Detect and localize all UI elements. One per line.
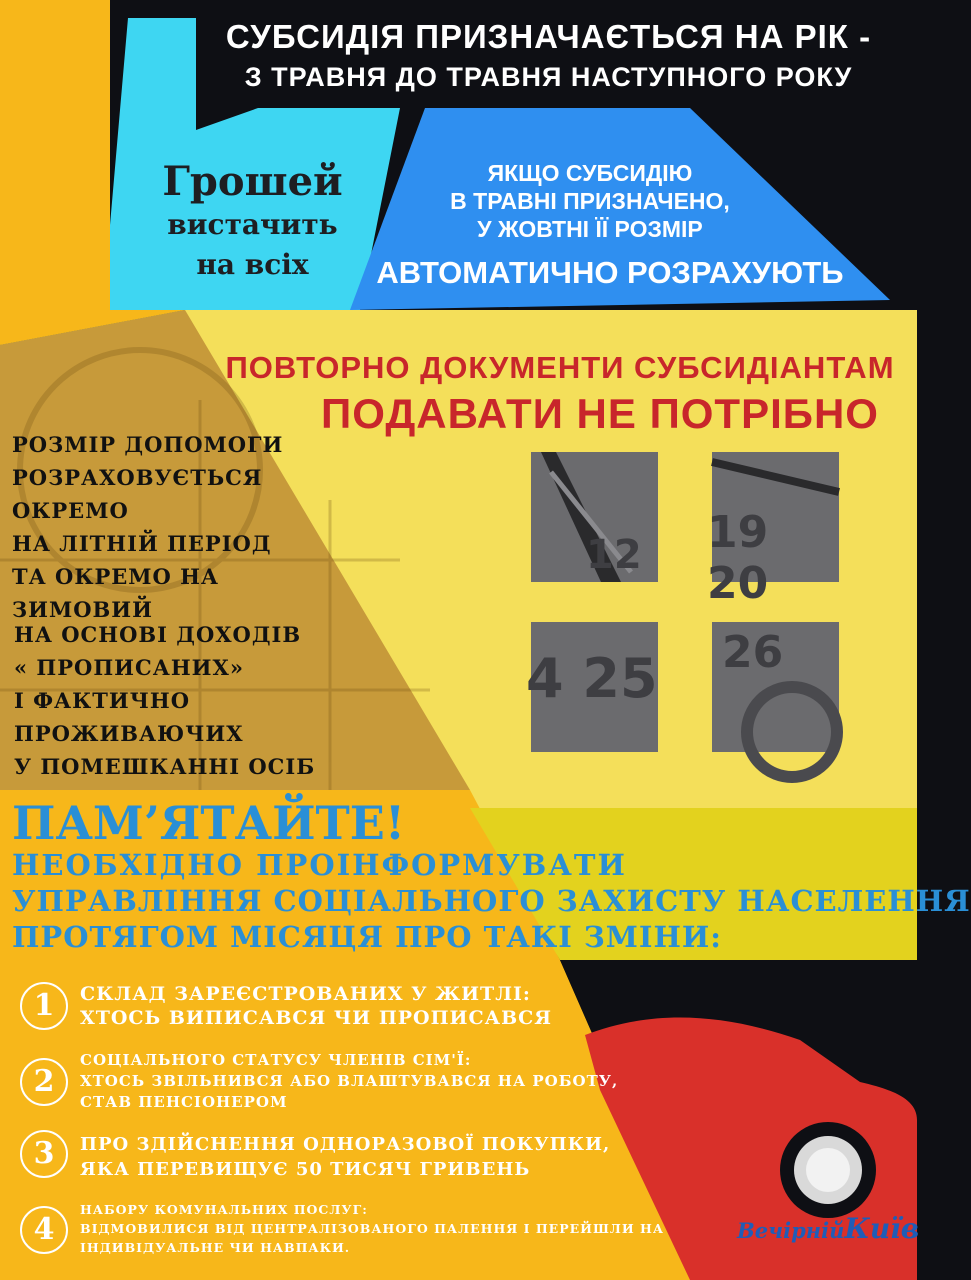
number-badge: 1 bbox=[20, 982, 68, 1030]
income-line: ПРОЖИВАЮЧИХ bbox=[14, 721, 244, 746]
calc-text bbox=[12, 428, 312, 626]
item-line: СОЦІАЛЬНОГО СТАТУСУ ЧЛЕНІВ СІМ'Ї: bbox=[80, 1051, 472, 1069]
item-line: ВІДМОВИЛИСЯ ВІД ЦЕНТРАЛІЗОВАНОГО ПАЛЕННЯ І ПЕРЕЙШЛИ НА bbox=[80, 1221, 664, 1236]
remember-line-1: НЕОБХІДНО ПРОІНФОРМУВАТИ bbox=[12, 848, 627, 882]
change-item-1 bbox=[20, 982, 580, 1032]
change-item-3 bbox=[20, 1130, 611, 1180]
calendar-tile-1: 12 bbox=[531, 452, 658, 582]
item-line: ХТОСЬ ЗВІЛЬНИВСЯ АБО ВЛАШТУВАВСЯ НА РОБОТУ, bbox=[80, 1072, 619, 1090]
number-badge: 3 bbox=[20, 1130, 68, 1178]
income-line: У ПОМЕШКАННІ ОСІБ bbox=[14, 754, 316, 779]
remember-line-2: УПРАВЛІННЯ СОЦІАЛЬНОГО ЗАХИСТУ НАСЕЛЕННЯ bbox=[12, 884, 971, 918]
money-line-1: Грошей bbox=[162, 158, 343, 205]
top-left-yellow bbox=[0, 0, 110, 225]
money-line-2: вистачить bbox=[167, 208, 338, 241]
change-item-4 bbox=[20, 1200, 680, 1260]
money-line-3: на всіх bbox=[196, 248, 309, 281]
income-line: І ФАКТИЧНО bbox=[14, 688, 191, 713]
repeat-line-1: ПОВТОРНО ДОКУМЕНТИ СУБСИДІАНТАМ bbox=[225, 350, 895, 385]
repeat-line-2: ПОДАВАТИ НЕ ПОТРІБНО bbox=[321, 390, 879, 437]
item-line: ХТОСЬ ВИПИСАВСЯ ЧИ ПРОПИСАВСЯ bbox=[80, 1007, 553, 1029]
logo-word-1: Вечірній bbox=[737, 1218, 845, 1243]
header-line-1: СУБСИДІЯ ПРИЗНАЧАЄТЬСЯ НА РІК - bbox=[225, 18, 872, 55]
auto-line-1: ЯКЩО СУБСИДІЮ bbox=[487, 160, 693, 186]
header-line-2: З ТРАВНЯ ДО ТРАВНЯ НАСТУПНОГО РОКУ bbox=[244, 62, 853, 92]
calc-line: РОЗМІР ДОПОМОГИ bbox=[12, 432, 284, 457]
vechirniy-kyiv-logo bbox=[737, 1204, 920, 1264]
remember-line-3: ПРОТЯГОМ МІСЯЦЯ ПРО ТАКІ ЗМІНИ: bbox=[12, 920, 722, 954]
auto-line-2: В ТРАВНІ ПРИЗНАЧЕНО, bbox=[450, 188, 730, 214]
number-badge: 2 bbox=[20, 1058, 68, 1106]
calendar-tile-4: 26 bbox=[712, 622, 839, 752]
item-line: СКЛАД ЗАРЕЄСТРОВАНИХ У ЖИТЛІ: bbox=[80, 983, 531, 1005]
logo-word-2: Київ bbox=[844, 1212, 920, 1245]
calendar-tile-2: 19 20 bbox=[712, 452, 839, 582]
income-line: « ПРОПИСАНИХ» bbox=[14, 655, 244, 680]
item-line: ІНДИВІДУАЛЬНЕ ЧИ НАВПАКИ. bbox=[80, 1240, 351, 1255]
calendar-tile-3: 4 25 bbox=[531, 622, 658, 752]
item-line: СТАВ ПЕНСІОНЕРОМ bbox=[80, 1093, 288, 1111]
auto-line-3: У ЖОВТНІ ЇЇ РОЗМІР bbox=[477, 216, 703, 242]
income-line: НА ОСНОВІ ДОХОДІВ bbox=[14, 622, 302, 647]
calc-line: ТА ОКРЕМО НА ЗИМОВИЙ bbox=[12, 564, 220, 622]
calc-line: РОЗРАХОВУЄТЬСЯ bbox=[12, 465, 263, 490]
income-text bbox=[14, 618, 344, 783]
remember-title: ПАМ’ЯТАЙТЕ! bbox=[12, 796, 406, 850]
calc-line: ОКРЕМО bbox=[12, 498, 129, 523]
number-badge: 4 bbox=[20, 1206, 68, 1254]
auto-line-4: АВТОМАТИЧНО РОЗРАХУЮТЬ bbox=[376, 255, 844, 290]
item-line: ЯКА ПЕРЕВИЩУЄ 50 ТИСЯЧ ГРИВЕНЬ bbox=[80, 1159, 531, 1180]
change-item-2 bbox=[20, 1050, 619, 1111]
item-line: ПРО ЗДІЙСНЕННЯ ОДНОРАЗОВОЇ ПОКУПКИ, bbox=[80, 1134, 611, 1155]
item-line: НАБОРУ КОМУНАЛЬНИХ ПОСЛУГ: bbox=[80, 1202, 368, 1217]
calc-line: НА ЛІТНІЙ ПЕРІОД bbox=[12, 531, 272, 556]
